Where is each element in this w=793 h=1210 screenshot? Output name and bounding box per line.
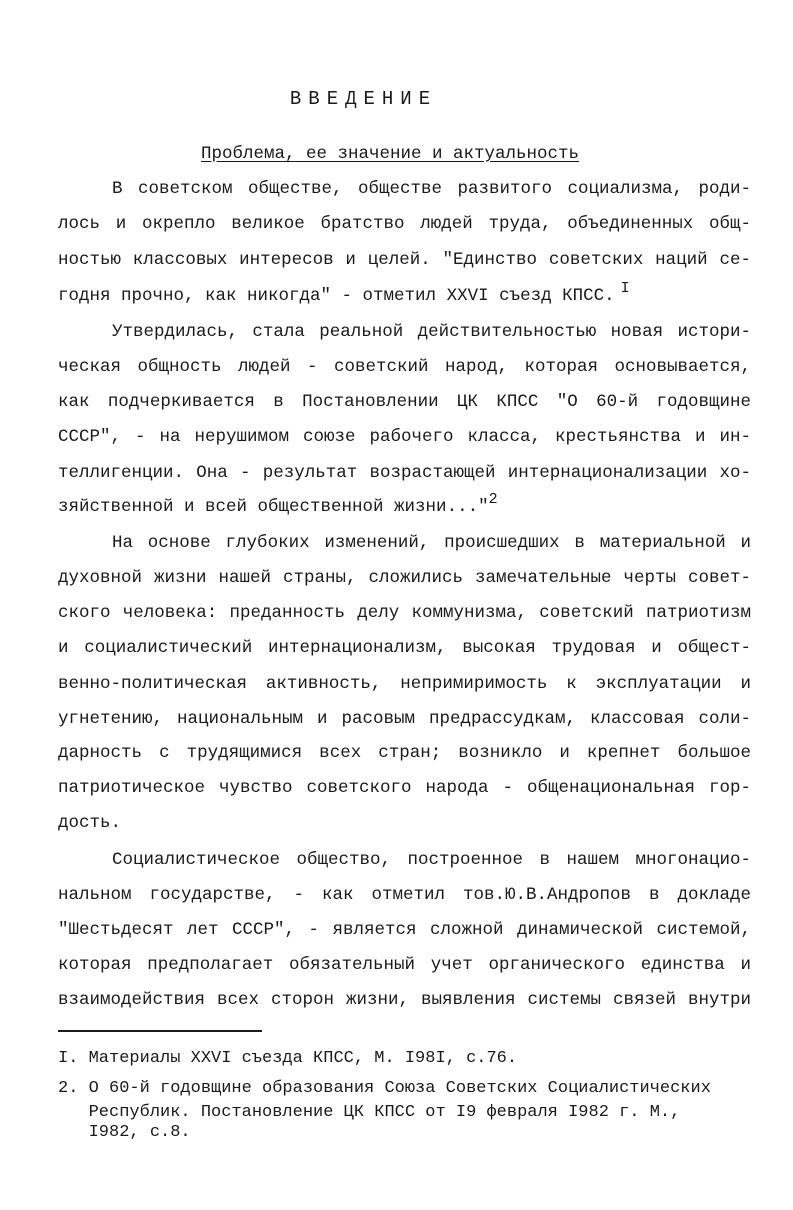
page-title: ВВЕДЕНИЕ	[289, 88, 438, 110]
footnote-2-line-1: 2. О 60-й годовщине образования Союза Советских Социалистических	[58, 1079, 711, 1098]
text-line: лось и окрепло великое братство людей труда, объединенных общ-	[58, 214, 751, 234]
footnote-2-line-2: Республик. Постановление ЦК КПСС от I9 февраля I982 г. М.,	[58, 1103, 681, 1122]
text-line: духовной жизни нашей страны, сложились замечательные черты совет-	[58, 568, 751, 588]
text-line-with-footnote	[58, 491, 751, 519]
text-line: нальном государстве, - как отметил тов.Ю.В.Андропов в докладе	[58, 885, 751, 905]
text-line: которая предполагает обязательный учет органического единства и	[58, 955, 751, 975]
text-line: СССР", - на нерушимом союзе рабочего класса, крестьянства и ин-	[58, 427, 751, 447]
text-line: венно-политическая активность, непримиримость к эксплуатации и	[58, 674, 751, 694]
footnote-separator	[58, 1030, 262, 1032]
text-line: угнетению, национальным и расовым предрассудкам, классовая соли-	[58, 709, 751, 729]
text-line: взаимодействия всех сторон жизни, выявления системы связей внутри	[58, 990, 751, 1010]
footnote-mark: 2	[488, 491, 498, 508]
text-line: "Шестьдесят лет СССР", - является сложной динамической системой,	[58, 920, 751, 940]
text-line: Утвердилась, стала реальной действительностью новая истори-	[112, 322, 751, 342]
text-line: зяйственной и всей общественной жизни..."	[58, 497, 489, 517]
text-line: Социалистическое общество, построенное в нашем многонацио-	[112, 850, 751, 870]
section-subtitle: Проблема, ее значение и актуальность	[200, 144, 580, 164]
footnote-2-line-3: I982, с.8.	[58, 1123, 191, 1142]
footnote-mark: I	[620, 280, 630, 297]
text-line: ностью классовых интересов и целей. "Единство советских наций се-	[58, 250, 751, 270]
text-line: На основе глубоких изменений, происшедших в материальной и	[112, 533, 751, 553]
text-line: как подчеркивается в Постановлении ЦК КПСС "О 60-й годовщине	[58, 392, 751, 412]
text-line: дарность с трудящимися всех стран; возникло и крепнет большое	[58, 743, 751, 763]
text-line: годня прочно, как никогда" - отметил ХХVI съезд КПСС.	[58, 286, 615, 306]
text-line: ского человека: преданность делу коммунизма, советский патриотизм	[58, 603, 751, 623]
footnote-1: I. Материалы ХХVI съезда КПСС, М. I98I, с.76.	[58, 1049, 518, 1068]
text-line: патриотическое чувство советского народа - общенациональная гор-	[58, 778, 751, 798]
text-line: и социалистический интернационализм, высокая трудовая и общест-	[58, 638, 751, 658]
text-line: теллигенции. Она - результат возрастающей интернационализации хо-	[58, 463, 751, 483]
text-line: ческая общность людей - советский народ, которая основывается,	[58, 357, 751, 377]
text-line-with-footnote	[58, 280, 751, 308]
text-line: дость.	[58, 813, 122, 833]
text-line: В советском обществе, обществе развитого социализма, роди-	[112, 179, 751, 199]
